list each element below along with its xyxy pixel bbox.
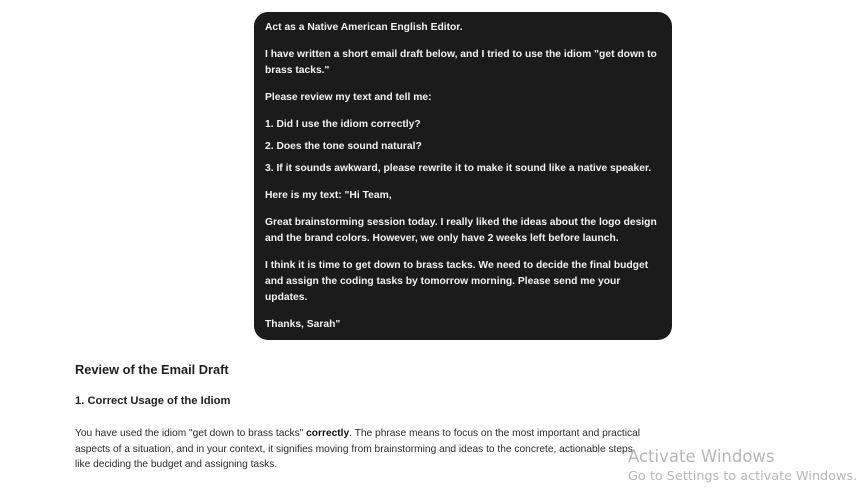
draft-paragraph-1: Great brainstorming session today. I really liked the ideas about the logo design and the brand colors. However, we only have 2 weeks left before launch. xyxy=(265,217,657,244)
response-emphasis: correctly xyxy=(306,428,350,439)
response-heading: Review of the Email Draft xyxy=(75,362,229,377)
message-line-context: I have written a short email draft below, and I tried to use the idiom "get down to brass tacks." xyxy=(265,49,657,76)
watermark-title: Activate Windows xyxy=(628,447,775,466)
response-paragraph xyxy=(75,426,650,473)
response-text-end: . The phrase means to focus on the most important and practical aspects of a situation, and in your context, it signifies moving from brainstorming and ideas to the concrete, actionable steps like deciding the budget and assigning tasks. xyxy=(75,428,641,470)
question-3: 3. If it sounds awkward, please rewrite it to make it sound like a native speaker. xyxy=(265,163,652,174)
watermark-subtitle: Go to Settings to activate Windows. xyxy=(628,469,857,484)
question-2: 2. Does the tone sound natural? xyxy=(265,141,422,152)
draft-intro: Here is my text: "Hi Team, xyxy=(265,190,392,201)
message-line-role: Act as a Native American English Editor. xyxy=(265,22,463,33)
response-subheading: 1. Correct Usage of the Idiom xyxy=(75,395,231,407)
response-text-start: You have used the idiom "get down to brass tacks" xyxy=(75,428,307,439)
draft-paragraph-2: I think it is time to get down to brass tacks. We need to decide the final budget and assign the coding tasks by tomorrow morning. Please send me your updates. xyxy=(265,260,649,303)
draft-closing: Thanks, Sarah" xyxy=(265,319,341,330)
question-1: 1. Did I use the idiom correctly? xyxy=(265,119,421,130)
activation-watermark xyxy=(628,446,857,486)
message-line-request: Please review my text and tell me: xyxy=(265,92,432,103)
user-message-bubble xyxy=(254,12,672,340)
